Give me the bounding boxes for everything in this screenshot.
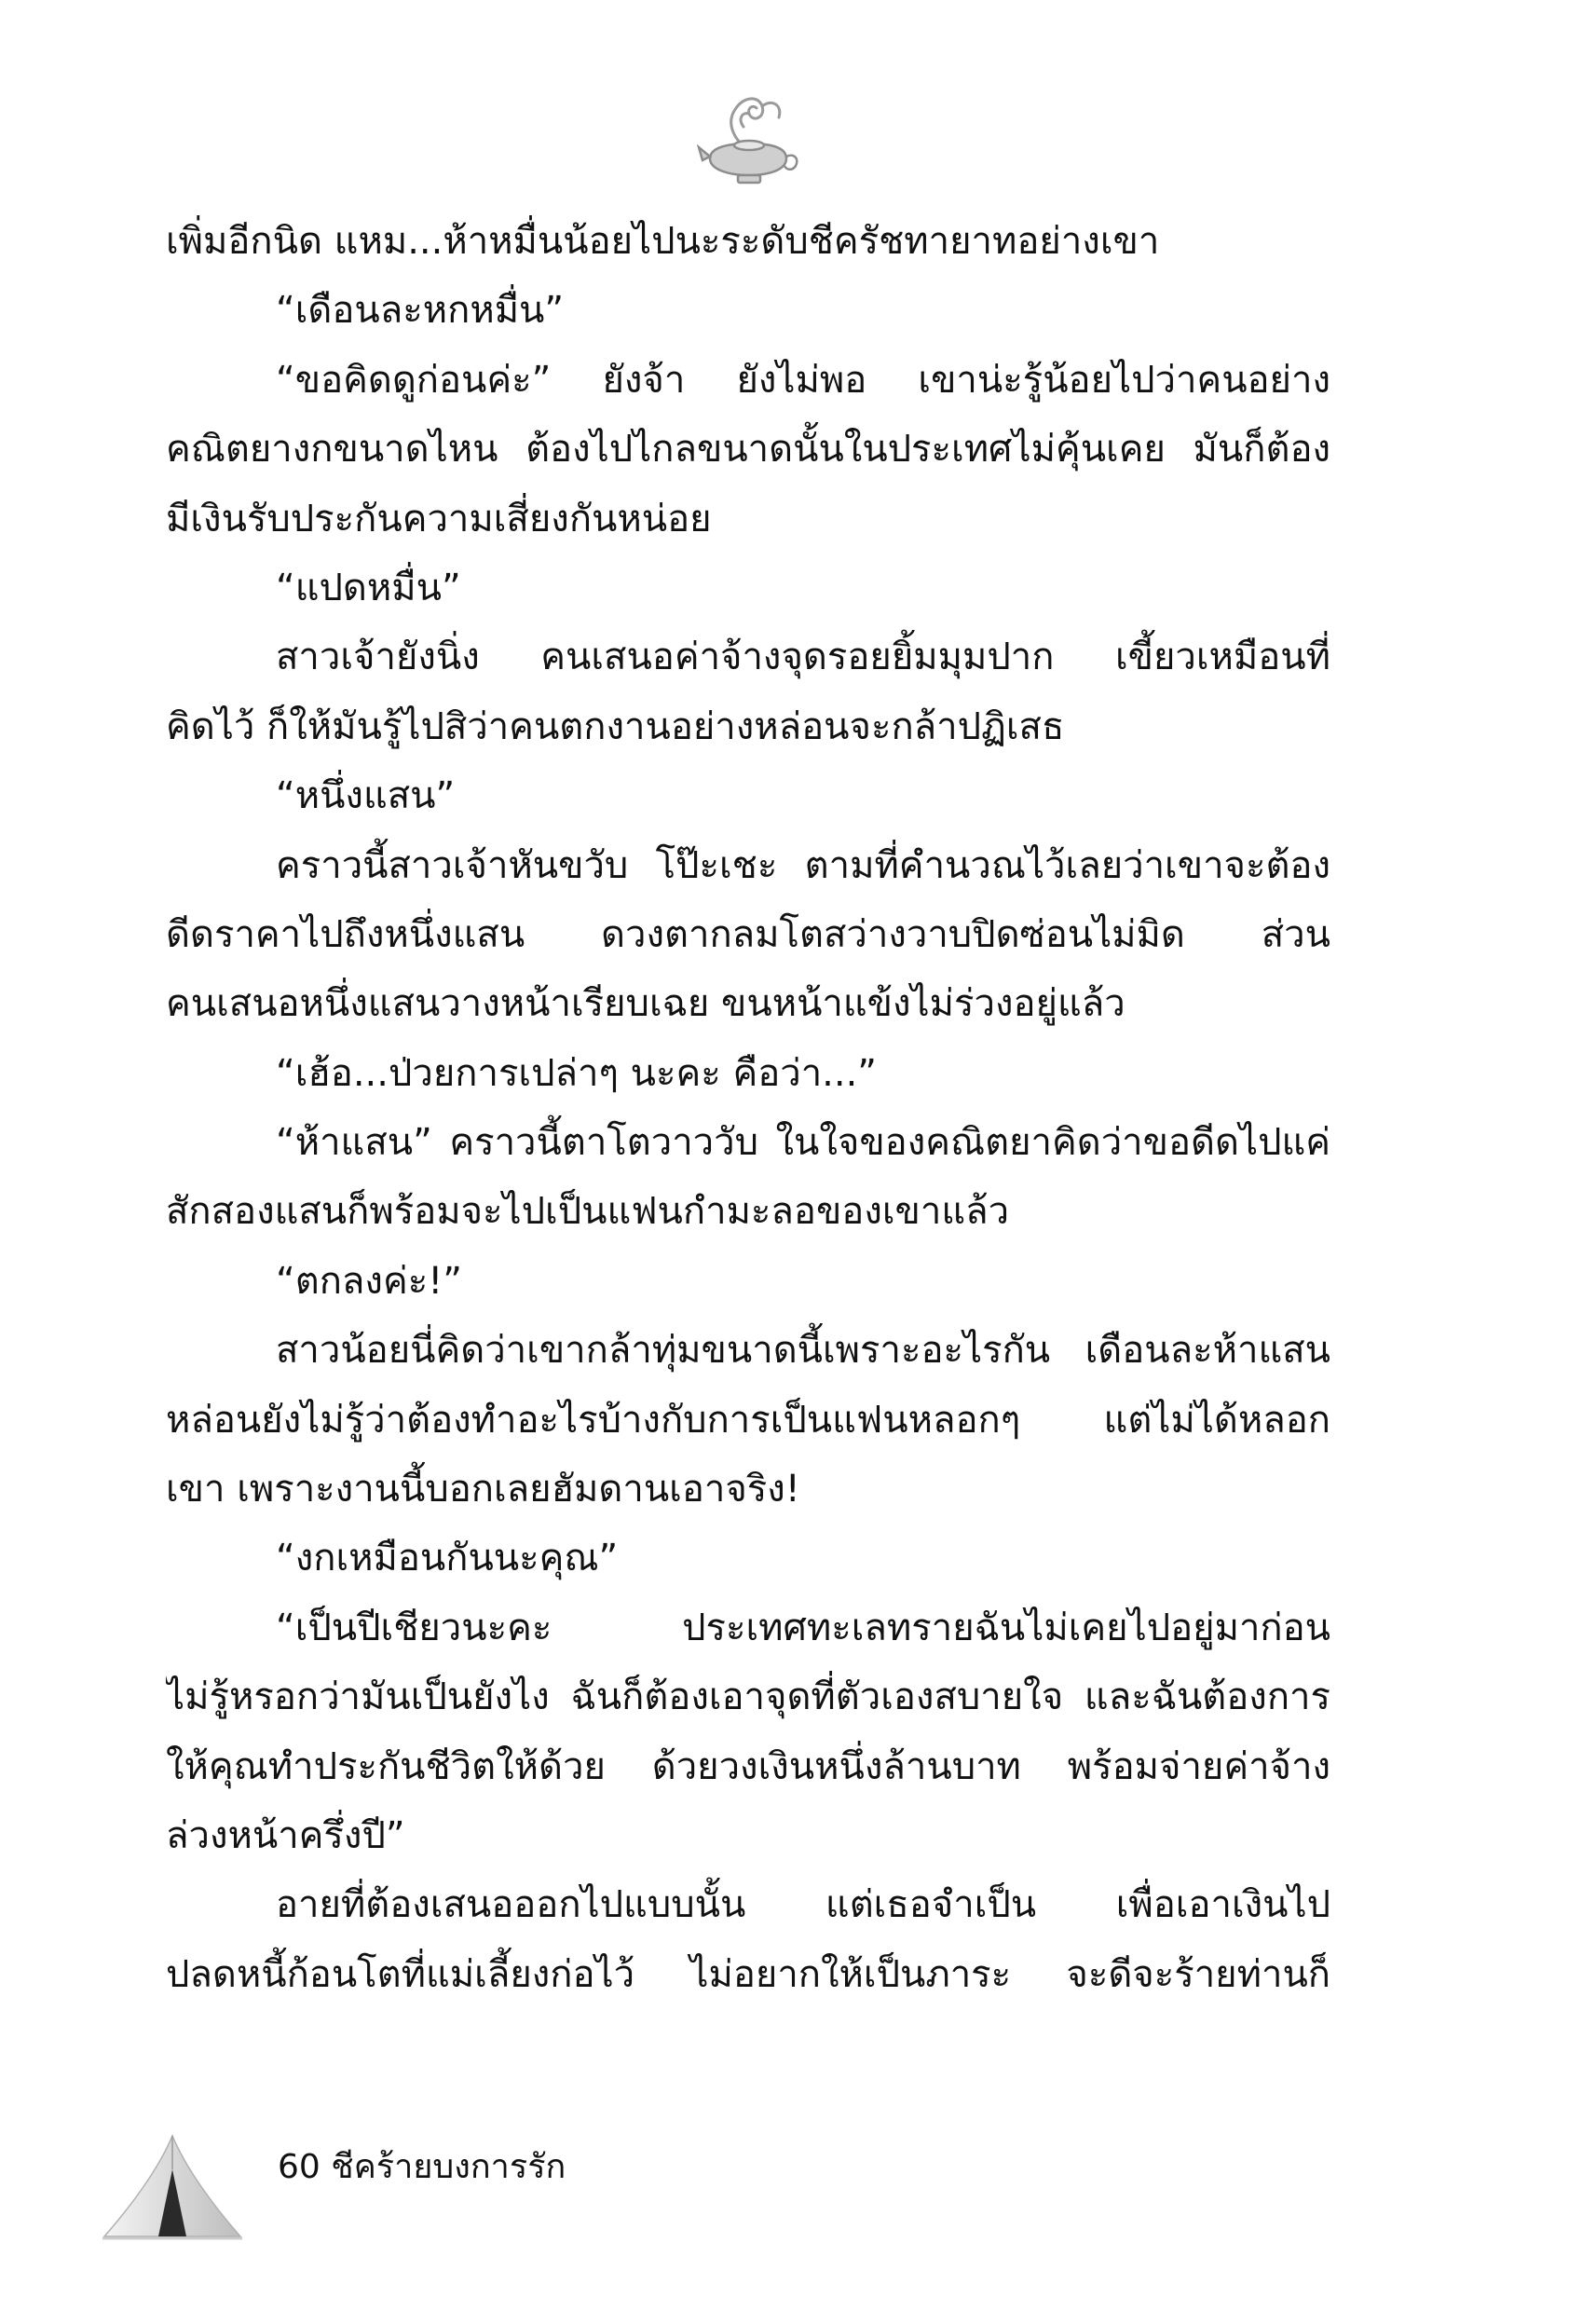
body-line: คิดไว้ ก็ให้มันรู้ไปสิว่าคนตกงานอย่างหล่อนจะกล้าปฏิเสธ <box>166 704 1065 748</box>
body-line: อายที่ต้องเสนอออกไปแบบนั้น แต่เธอจำเป็น เพื่อเอาเงินไป <box>276 1883 1330 1927</box>
body-text <box>166 207 1330 2009</box>
body-line: “ตกลงค่ะ!” <box>276 1259 462 1303</box>
body-line: มีเงินรับประกันความเสี่ยงกันหน่อย <box>166 497 712 540</box>
body-line: สักสองแสนก็พร้อมจะไปเป็นแฟนกำมะลอของเขาแล้ว <box>166 1190 1010 1234</box>
body-line: “งกเหมือนกันนะคุณ” <box>276 1537 619 1580</box>
body-line: หล่อนยังไม่รู้ว่าต้องทำอะไรบ้างกับการเป็นแฟนหลอกๆ แต่ไม่ได้หลอก <box>166 1398 1330 1442</box>
body-line: คณิตยางกขนาดไหน ต้องไปไกลขนาดนั้นในประเทศไม่คุ้นเคย มันก็ต้อง <box>166 428 1330 472</box>
body-line: เขา เพราะงานนี้บอกเลยฮัมดานเอาจริง! <box>166 1468 800 1511</box>
body-line: คนเสนอหนึ่งแสนวางหน้าเรียบเฉย ขนหน้าแข้งไม่ร่วงอยู่แล้ว <box>166 982 1125 1026</box>
page-number: 60 <box>278 2148 321 2186</box>
body-line: “เฮ้อ...ป่วยการเปล่าๆ นะคะ คือว่า...” <box>276 1051 878 1095</box>
body-line: ให้คุณทำประกันชีวิตให้ด้วย ด้วยวงเงินหนึ่งล้านบาท พร้อมจ่ายค่าจ้าง <box>166 1744 1330 1788</box>
body-line: ปลดหนี้ก้อนโตที่แม่เลี้ยงก่อไว้ ไม่อยากให้เป็นภาระ จะดีจะร้ายท่านก็ <box>166 1952 1330 1996</box>
book-title: ชีคร้ายบงการรัก <box>331 2148 566 2186</box>
tent-icon <box>102 2132 242 2244</box>
page-footer <box>278 2140 566 2195</box>
body-line: เพิ่มอีกนิด แหม...ห้าหมื่นน้อยไปนะระดับชีครัชทายาทอย่างเขา <box>166 220 1160 263</box>
body-line: “เดือนละหกหมื่น” <box>276 289 565 333</box>
body-line: “หนึ่งแสน” <box>276 774 456 818</box>
body-line: “ห้าแสน” คราวนี้ตาโตวาววับ ในใจของคณิตยาคิดว่าขอดีดไปแค่ <box>276 1121 1330 1165</box>
genie-lamp-icon <box>697 86 801 188</box>
body-line: คราวนี้สาวเจ้าหันขวับ โป๊ะเชะ ตามที่คำนวณไว้เลยว่าเขาจะต้อง <box>276 843 1330 887</box>
body-line: ไม่รู้หรอกว่ามันเป็นยังไง ฉันก็ต้องเอาจุดที่ตัวเองสบายใจ และฉันต้องการ <box>166 1675 1330 1719</box>
body-line: “เป็นปีเชียวนะคะ ประเทศทะเลทรายฉันไม่เคยไปอยู่มาก่อน <box>276 1606 1330 1649</box>
body-line: สาวเจ้ายังนิ่ง คนเสนอค่าจ้างจุดรอยยิ้มมุมปาก เขี้ยวเหมือนที่ <box>276 636 1330 679</box>
body-line: ล่วงหน้าครึ่งปี” <box>166 1813 405 1857</box>
body-line: “แปดหมื่น” <box>276 566 461 609</box>
body-line: สาวน้อยนี่คิดว่าเขากล้าทุ่มขนาดนี้เพราะอะไรกัน เดือนละห้าแสน <box>276 1329 1330 1373</box>
body-line: ดีดราคาไปถึงหนึ่งแสน ดวงตากลมโตสว่างวาบปิดซ่อนไม่มิด ส่วน <box>166 912 1330 956</box>
body-line: “ขอคิดดูก่อนค่ะ” ยังจ้า ยังไม่พอ เขาน่ะรู้น้อยไปว่าคนอย่าง <box>276 358 1330 402</box>
